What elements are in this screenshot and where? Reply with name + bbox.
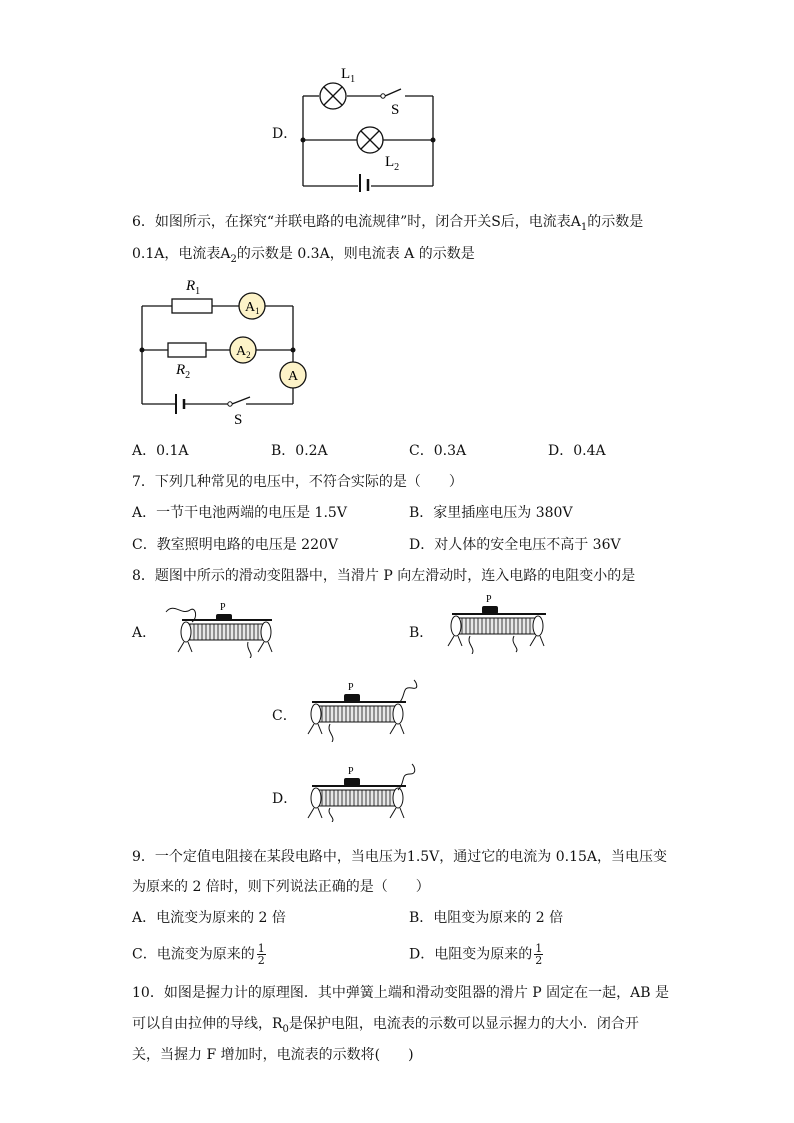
q10-stem-line3: 关，当握力 F 增加时，电流表的示数将( ): [132, 1047, 414, 1063]
slider-label: P: [220, 602, 226, 613]
slider-knob: [344, 778, 360, 786]
slider-label: P: [348, 766, 354, 777]
junction-dot: [301, 138, 306, 143]
junction-dot: [291, 348, 296, 353]
ammeter-a-label: A: [288, 369, 299, 384]
ammeter-a1-label: $A_1$: [245, 300, 260, 316]
q6-option-d[interactable]: D．0.4A: [548, 443, 606, 459]
q7-option-b[interactable]: B．家里插座电压为 380V: [409, 505, 573, 521]
slider-label: P: [348, 682, 354, 693]
q7-option-c[interactable]: C．教室照明电路的电压是 220V: [132, 537, 338, 553]
q9-option-a[interactable]: A．电流变为原来的 2 倍: [132, 910, 286, 926]
rheostat-image-c: [302, 676, 422, 742]
q10-stem-line1: 10．如图是握力计的原理图．其中弹簧上端和滑动变阻器的滑片 P 固定在一起，AB 是: [132, 985, 669, 1001]
l2-label: $L_2$: [385, 154, 400, 173]
rheostat-image-d: [302, 760, 422, 822]
slider-label: P: [486, 594, 492, 605]
q5-circuit-diagram: [295, 62, 445, 192]
switch-label: S: [234, 412, 243, 428]
junction-dot: [140, 348, 145, 353]
fraction-one-half: $\frac{1}{2}$: [535, 942, 543, 967]
q10-stem-line2: 可以自由拉伸的导线，$R_0$是保护电阻，电流表的示数可以显示握力的大小．闭合开: [132, 1016, 639, 1035]
junction-dot: [431, 138, 436, 143]
q6-option-a[interactable]: A．0.1A: [132, 443, 189, 459]
q6-option-b[interactable]: B．0.2A: [271, 443, 328, 459]
q9-stem-line2: 为原来的 2 倍时，则下列说法正确的是（ ）: [132, 879, 430, 895]
q6-option-c[interactable]: C．0.3A: [409, 443, 467, 459]
q6-stem-line1: 6．如图所示，在探究“并联电路的电流规律”时，闭合开关S后，电流表$A_1$的示数是: [132, 214, 644, 233]
rheostat-image-b: [440, 592, 560, 654]
ammeter-a2-label: $A_2$: [236, 344, 251, 360]
q9-stem-line1: 9．一个定值电阻接在某段电路中，当电压为1.5V，通过它的电流为 0.15A，当电压变: [132, 849, 668, 865]
q8-stem: 8．题图中所示的滑动变阻器中，当滑片 P 向左滑动时，连入电路的电阻变小的是: [132, 568, 636, 584]
q6-circuit-diagram: [132, 270, 312, 430]
rheostat-image-a: [162, 598, 282, 658]
q7-stem: 7．下列几种常见的电压中，不符合实际的是（ ）: [132, 474, 463, 490]
switch-contact: [381, 94, 385, 98]
q8-option-a[interactable]: A．: [132, 625, 157, 641]
q8-option-c[interactable]: C．: [272, 708, 297, 724]
fraction-one-half: $\frac{1}{2}$: [257, 942, 265, 967]
slider-knob: [482, 606, 498, 614]
q8-option-b[interactable]: B．: [409, 625, 434, 641]
q9-option-d[interactable]: D．电阻变为原来的 $\frac{1}{2}$: [409, 942, 543, 967]
q9-option-c[interactable]: C．电流变为原来的 $\frac{1}{2}$: [132, 942, 265, 967]
slider-knob: [344, 694, 360, 702]
l1-label: $L_1$: [341, 66, 356, 85]
q9-option-b[interactable]: B．电阻变为原来的 2 倍: [409, 910, 564, 926]
q7-option-d[interactable]: D．对人体的安全电压不高于 36V: [409, 537, 621, 553]
q7-option-a[interactable]: A．一节干电池两端的电压是 1.5V: [132, 505, 347, 521]
r1-label: $R_1$: [186, 278, 201, 297]
switch-contact: [228, 402, 232, 406]
slider-knob: [216, 614, 232, 621]
q8-option-d[interactable]: D．: [272, 791, 298, 807]
q5-option-d-label[interactable]: D．: [272, 126, 298, 142]
r2-label: $R_2$: [176, 362, 191, 381]
switch-label: S: [391, 102, 400, 118]
q6-stem-line2: 0.1A，电流表$A_2$的示数是 0.3A，则电流表 A 的示数是: [132, 246, 475, 265]
